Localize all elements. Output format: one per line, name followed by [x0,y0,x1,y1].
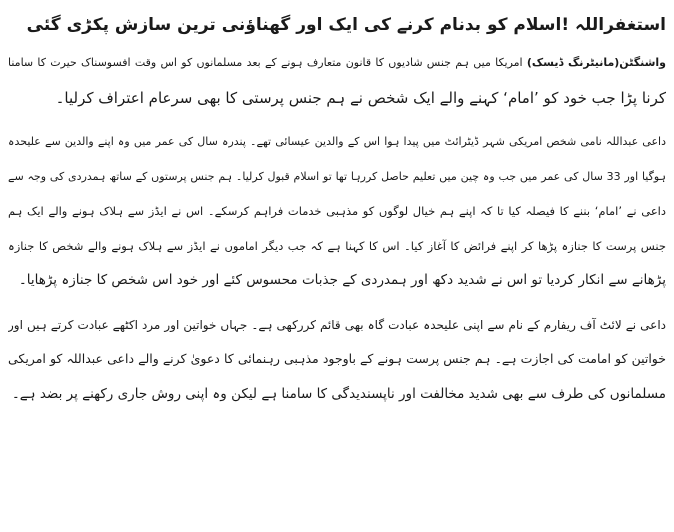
paragraph-line: داعی عبداللہ نامی شخص امریکی شہر ڈیٹرائٹ میں پیدا ہوا اس کے والدین عیسائی تھے۔ پندرہ سال کی عمر میں وہ اپنے والدین سے علیحدہ [8,135,666,148]
paragraph-line [8,46,666,81]
article-title: استغفراللہ !اسلام کو بدنام کرنے کی ایک اور گھناؤنی ترین سازش پکڑی گئی [26,15,666,35]
paragraph-line: خواتین کو امامت کی اجازت ہے۔ ہم جنس پرست ہونے کے باوجود مذہبی رہنمائی کا دعویٰ کرنے والے داعی عبداللہ کو امریکی [8,351,666,366]
paragraph-line: مسلمانوں کی طرف سے بھی شدید مخالفت اور ناپسندیدگی کا سامنا ہے لیکن وہ اپنی روش جاری رکھنے پر بضد ہے۔ [11,385,666,402]
paragraph-1 [8,46,666,115]
paragraph-line: پڑھانے سے انکار کردیا تو اس نے شدید دکھ اور ہمدردی کے جذبات محسوس کئے اور خود اس شخص کا جنازہ پڑھایا۔ [18,272,666,288]
dateline: واشنگٹن(مانیٹرنگ ڈیسک) [526,56,666,69]
paragraph-line: جنس پرست کا جنازہ پڑھا کر اپنے فرائض کا آغاز کیا۔ اس کا کہنا ہے کہ جب دیگر اماموں نے ایڈز سے ہلاک ہونے والے شخص کا جنازہ [8,238,666,253]
paragraph-text: امریکا میں ہم جنس شادیوں کا قانون متعارف ہونے کے بعد مسلمانوں کو اس وقت افسوسناک حیرت کا سامنا [8,56,527,69]
paragraph-line: ہوگیا اور 33 سال کی عمر میں جب وہ چین میں تعلیم حاصل کررہا تھا تو اسلام قبول کرلیا۔ ہم جنس پرستوں کے ساتھ ہمدردی کی وجہ سے [8,169,666,183]
paragraph-2 [8,125,666,298]
paragraph-3 [8,308,666,412]
paragraph-line: داعی نے ’امام‘ بننے کا فیصلہ کیا تا کہ اپنے ہم خیال لوگوں کو مذہبی خدمات فراہم کرسکے۔ اس نے ایڈز سے ہلاک ہونے والے ایک ہم [8,204,666,218]
paragraph-line: کرنا پڑا جب خود کو ’امام‘ کہنے والے ایک شخص نے ہم جنس پرستی کا بھی سرعام اعتراف کرلیا۔ [55,88,666,107]
paragraph-line: داعی نے لائٹ آف ریفارم کے نام سے اپنی علیحدہ عبادت گاہ بھی قائم کررکھی ہے۔ جہاں خواتین اور مرد اکٹھے عبادت کرتے ہیں اور [8,317,666,332]
